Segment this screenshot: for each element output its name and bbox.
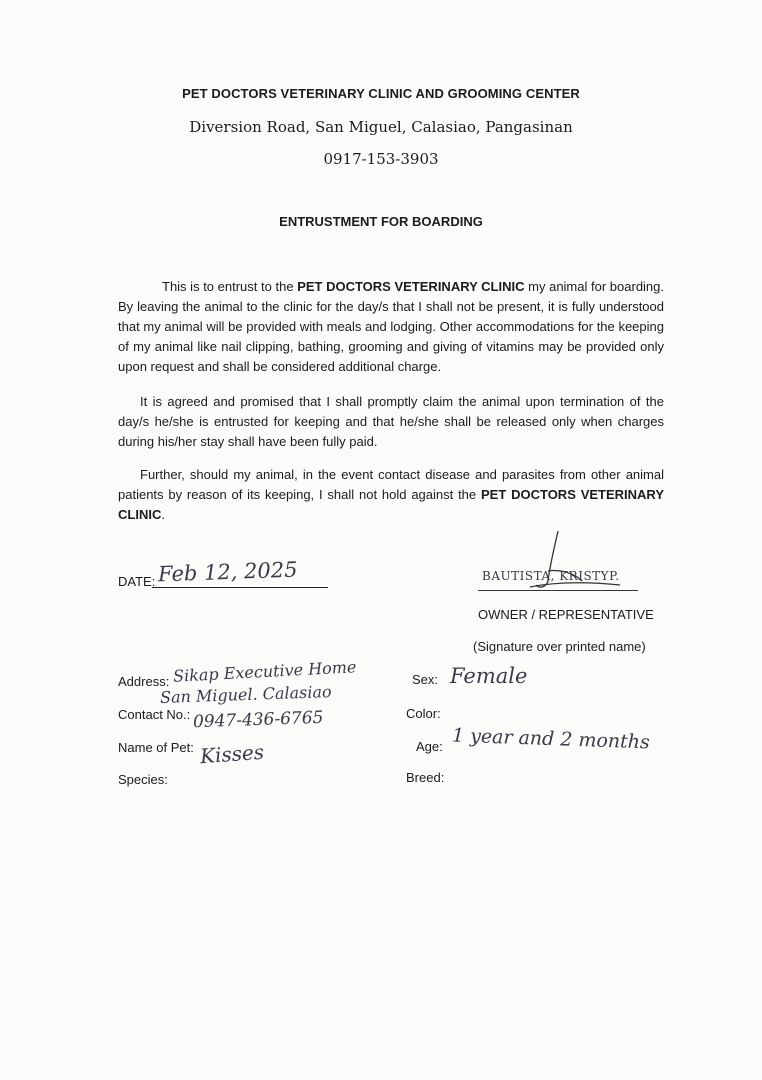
contact-label: Contact No.: [118, 707, 191, 722]
clinic-address: Diversion Road, San Miguel, Calasiao, Pangasinan [189, 118, 573, 136]
p3-text-start: Further, should my animal, in the event contact disease and parasites from other animal patients by reason of its keeping, I shall not hold against the [118, 467, 664, 502]
p1-text-start: This is to entrust to the [162, 279, 298, 294]
address-line2-value[interactable]: San Miguel. Calasiao [159, 682, 332, 707]
paragraph-entrust [118, 277, 664, 377]
owner-signature [470, 525, 650, 605]
paragraph-agreement: It is agreed and promised that I shall promptly claim the animal upon termination of the day/s he/she is entrusted for keeping and that he/she shall be released only when charges during his/her stay shall have been fully paid. [118, 394, 664, 449]
clinic-phone: 0917-153-3903 [323, 150, 439, 168]
p1-clinic-name: PET DOCTORS VETERINARY CLINIC [297, 279, 525, 294]
p3-clinic-name: PET DOCTORS VETERINARY CLINIC [118, 487, 665, 522]
pet-name-label: Name of Pet: [118, 740, 194, 755]
signature-note: (Signature over printed name) [473, 639, 646, 654]
owner-representative-label: OWNER / REPRESENTATIVE [478, 607, 654, 622]
date-value[interactable]: Feb 12, 2025 [157, 557, 298, 587]
date-underline [152, 587, 328, 588]
sex-label: Sex: [412, 672, 439, 687]
age-value[interactable]: 1 year and 2 months [451, 724, 651, 754]
contact-value[interactable]: 0947-436-6765 [192, 707, 324, 733]
sex-value[interactable]: Female [450, 664, 528, 688]
address-label: Address: [118, 674, 170, 689]
paragraph-liability [118, 465, 664, 525]
document-title: ENTRUSTMENT FOR BOARDING [279, 214, 483, 229]
age-label: Age: [416, 739, 443, 754]
date-label: DATE: [118, 574, 156, 589]
signature-underline [478, 590, 638, 591]
color-label: Color: [406, 706, 441, 721]
clinic-name: PET DOCTORS VETERINARY CLINIC AND GROOMING CENTER [182, 86, 580, 101]
address-line1-value[interactable]: Sikap Executive Home [172, 657, 357, 686]
p3-text-end: . [161, 507, 165, 522]
pet-name-value[interactable]: Kisses [199, 739, 265, 769]
owner-printed-name: BAUTISTA, KRISTYP. [482, 569, 620, 583]
p1-text-end: my animal for boarding. By leaving the animal to the clinic for the day/s that I shall not be present, it is fully understood that my animal will be provided with meals and lodging. Other accommodations for the keeping of my animal like nail clipping, bathing, grooming and giving of vitamins may be provided only upon request and shall be considered additional charge. [118, 279, 665, 374]
breed-label: Breed: [406, 770, 445, 785]
species-label: Species: [118, 772, 168, 787]
